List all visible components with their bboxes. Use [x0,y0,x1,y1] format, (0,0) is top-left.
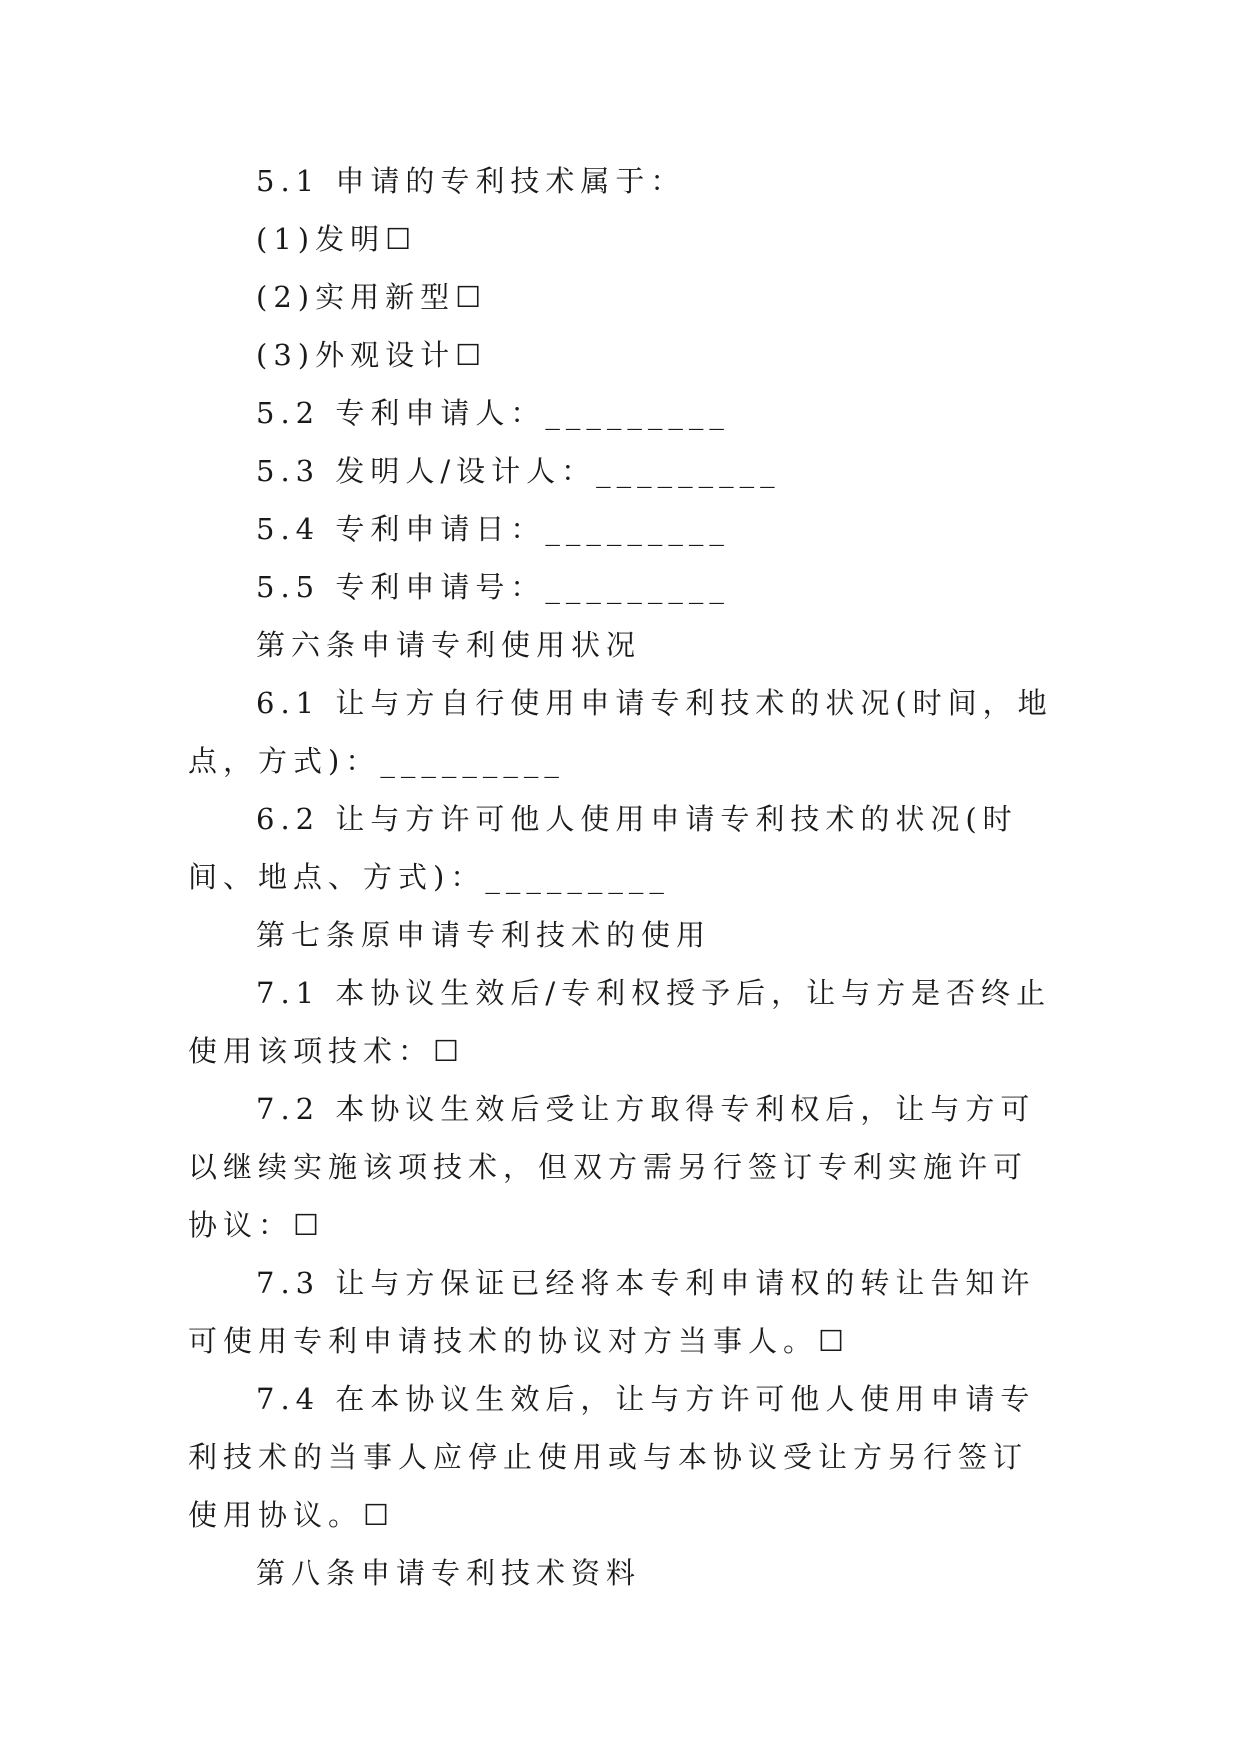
article-8-heading: 第八条申请专利技术资料 [256,1556,642,1590]
option-invention: (1)发明☐ [256,222,418,256]
article-7-heading: 第七条原申请专利技术的使用 [256,918,712,952]
clause-5-2: 5.2 专利申请人：_________ [256,396,730,430]
clause-5-4: 5.4 专利申请日：_________ [256,512,730,546]
clause-5-1: 5.1 申请的专利技术属于： [256,164,686,198]
document-body [188,152,1058,1602]
clause-6-1: 6.1 让与方自行使用申请专利技术的状况(时间，地点，方式)：_________ [188,686,1053,778]
clause-5-3: 5.3 发明人/设计人：_________ [256,454,781,488]
clause-7-1: 7.1 本协议生效后/专利权授予后，让与方是否终止使用该项技术：☐ [188,976,1052,1068]
article-6-heading: 第六条申请专利使用状况 [256,628,642,662]
clause-7-3: 7.3 让与方保证已经将本专利申请权的转让告知许可使用专利申请技术的协议对方当事人。☐ [188,1266,1036,1358]
clause-7-2: 7.2 本协议生效后受让方取得专利权后，让与方可以继续实施该项技术，但双方需另行签订专利实施许可协议：☐ [188,1092,1036,1242]
option-design: (3)外观设计☐ [256,338,488,372]
option-utility-model: (2)实用新型☐ [256,280,488,314]
clause-7-4: 7.4 在本协议生效后，让与方许可他人使用申请专利技术的当事人应停止使用或与本协议受让方另行签订使用协议。☐ [188,1382,1036,1532]
clause-5-5: 5.5 专利申请号：_________ [256,570,730,604]
clause-6-2: 6.2 让与方许可他人使用申请专利技术的状况(时间、地点、方式)：_________ [188,802,1018,894]
